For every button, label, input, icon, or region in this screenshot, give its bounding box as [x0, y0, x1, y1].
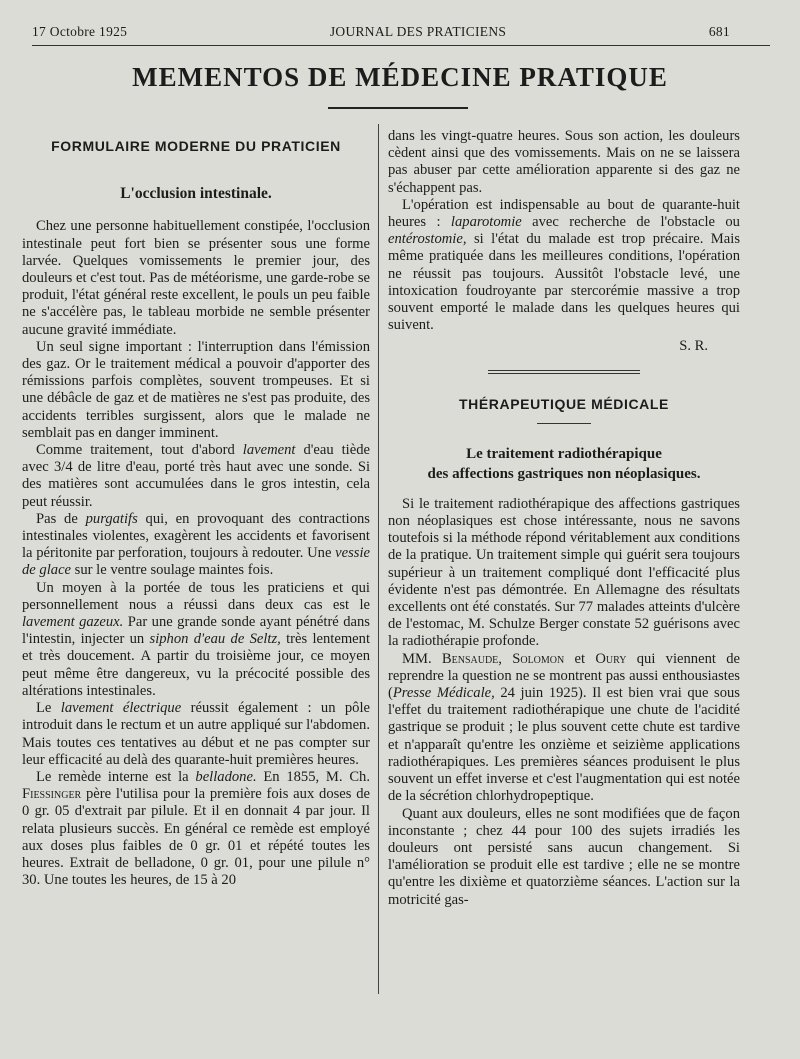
- italic-term: purgatifs: [85, 510, 138, 527]
- text-run: sur le ventre soulage maintes fois.: [71, 562, 274, 579]
- paragraph-text: dans les vingt-quatre heures. Sous son action, les douleurs cèdent ainsi que des vomissements. Mais on ne se laissera pas abuser par cette amélioration apparente si des gaz ne s'échappent pas.: [388, 128, 740, 196]
- italic-term: lavement électrique: [60, 700, 182, 717]
- paragraph: [22, 442, 370, 511]
- text-run: réussit également : un pôle introduit dans le rectum et un autre appliqué sur l'abdomen. Mais toutes ces tentatives au début et ne pas compter sur leur efficacité au delà des quarante-huit premières heures.: [22, 700, 371, 768]
- paragraph-text: Un seul signe important : l'interruption dans l'émission des gaz. Or le traitement médical a pouvoir d'apporter des rémissions parfois complètes, souvent trompeuses. Et si une débâcle de gaz et de matières ne s'est pas produite, des accidents terribles surgissent, alors que le malade ne semblait pas en danger imminent.: [22, 338, 370, 441]
- text-run: très lentement et très doucement. A partir du troisième jour, ce moyen peut même être dangereux, vu la précocité possible des altérations intestinales.: [22, 631, 371, 699]
- masthead-rule: [328, 107, 468, 109]
- text-run: Pas de: [36, 510, 86, 527]
- italic-term: lavement: [242, 442, 296, 459]
- paragraph: [22, 339, 370, 442]
- text-run: qui viennent de reprendre la question ne se montrent pas aussi enthousiastes (: [388, 650, 740, 702]
- text-run: Comme traitement, tout d'abord: [36, 442, 243, 459]
- text-run: MM.: [402, 650, 442, 667]
- italic-term: entérostomie,: [388, 231, 467, 248]
- author-name: Bensaude: [441, 650, 499, 667]
- paragraph: [22, 218, 370, 338]
- paragraph: [22, 769, 370, 889]
- text-run: ,: [498, 650, 513, 667]
- text-run: avec recherche de l'obstacle ou: [521, 214, 740, 231]
- article-title-line: Le traitement radiothérapique: [466, 445, 662, 462]
- header-rule: [32, 45, 770, 46]
- paragraph: [22, 511, 370, 580]
- paragraph: [388, 197, 740, 335]
- paragraph: [22, 580, 370, 700]
- author-name: Solomon: [512, 650, 565, 667]
- italic-term: belladone.: [195, 768, 257, 785]
- left-column: [22, 138, 370, 889]
- paragraph-text: Quant aux douleurs, elles ne sont modifiées que de façon inconstante ; chez 44 pour 100 des sujets irradiés les douleurs ont persisté sans aucun changement. Si l'amélioration se produit elle est tardive ; elle ne se montre qu'entre les dixième et quatorzième séances. L'action sur la motricité gas-: [388, 805, 740, 908]
- paragraph-text: Si le traitement radiothérapique des affections gastriques non néoplasiques est chose intéressante, nous ne savons toutefois si la méthode répond véritablement aux conditions de la pratique. Un traitement simple qui guérit sera toujours supérieur à un traitement compliqué dont l'efficacité plus évidente n'est pas démontrée. En Allemagne des résultats excellents ont été constatés. Sur 77 malades atteints d'ulcère de l'estomac, M. Schulze Berger constate 52 guérisons avec la radiothérapie profonde.: [388, 495, 740, 650]
- italic-term: siphon d'eau de Seltz,: [149, 631, 281, 648]
- italic-term: Presse Médicale,: [392, 685, 495, 702]
- paragraph: [388, 128, 740, 197]
- text-run: Le: [36, 700, 61, 717]
- text-run: En 1855, M. Ch.: [256, 768, 370, 785]
- text-run: père l'utilisa pour la première fois aux doses de 0 gr. 05 d'extrait par pilule. Et il en donnait 4 par jour. Il relata plusieurs succès. En général ce remède est employé aux doses plus faibles de 0 gr. 01 et répété toutes les heures. Extrait de belladone, 0 gr. 01, pour une pilule n° 30. Une toutes les heures, de 15 à 20: [22, 786, 370, 889]
- paragraph: [22, 700, 370, 769]
- right-column: [388, 128, 740, 909]
- text-run: Par une grande sonde ayant pénétré dans l'intestin, injecter un: [22, 614, 370, 648]
- paragraph: [388, 651, 740, 806]
- text-run: si l'état du malade est trop précaire. Mais même pratiquée dans les meilleures conditions, l'opération ne réussit pas toujours. Aussitôt l'obstacle levé, une intoxication foudroyante par stercorémie massive a trop souvent emporté le malade dans les quelques heures qui suivent.: [388, 231, 740, 334]
- column-divider: [378, 124, 379, 994]
- header-journal-name: JOURNAL DES PRATICIENS: [329, 24, 507, 39]
- text-run: Le remède interne est la: [36, 768, 196, 785]
- section-title-formulaire: FORMULAIRE MODERNE DU PRATICIEN: [51, 138, 341, 154]
- article-title-occlusion: L'occlusion intestinale.: [120, 185, 272, 203]
- text-run: L'opération est indispensable au bout de quarante-huit heures :: [388, 196, 740, 231]
- text-run: et: [564, 650, 596, 667]
- header-page-number: 681: [708, 24, 730, 39]
- author-name: Fiessinger: [22, 786, 82, 803]
- paragraph: [388, 496, 740, 651]
- text-run: Un moyen à la portée de tous les praticiens et qui personnellement nous a réussi dans deux cas est le: [22, 579, 370, 613]
- running-head: [32, 24, 730, 46]
- signature: S. R.: [679, 338, 708, 355]
- paragraph: [388, 806, 740, 909]
- text-run: 24 juin 1925). Il est bien vrai que sous l'effet du traitement radiothérapique une chute de l'acidité gastrique se produit ; le plus souvent cette chute est tardive et n'apparaît qu'entre les onzième et seizième applications radiothérapiques. Les premières séances produisent le plus souvent un effet inverse et c'est l'augmentation qui est notée de la sécrétion chlorhydropeptique.: [388, 685, 740, 805]
- text-run: d'eau tiède avec 3/4 de litre d'eau, porté très haut avec une sonde. Si des matières sont accumulées dans le gros intestin, cela peut réussir.: [22, 442, 370, 510]
- masthead-title: MEMENTOS DE MÉDECINE PRATIQUE: [132, 62, 668, 92]
- article-title-radiotherapy: [388, 444, 740, 484]
- author-name: Oury: [595, 650, 627, 667]
- header-date: 17 Octobre 1925: [32, 24, 128, 39]
- section-title-therapeutique: THÉRAPEUTIQUE MÉDICALE: [459, 395, 669, 412]
- text-run: qui, en provoquant des contractions intestinales violentes, exagèrent les accidents et favorisent la péritonite par perforation, toujours à redouter. Une: [22, 510, 370, 562]
- italic-term: lavement gazeux.: [22, 614, 124, 631]
- italic-term: vessie de glace: [22, 545, 370, 579]
- italic-term: laparotomie: [450, 214, 522, 231]
- article-title-line: des affections gastriques non néoplasiques.: [427, 465, 701, 482]
- paragraph-text: Chez une personne habituellement constipée, l'occlusion intestinale peut fort bien se présenter sous une forme larvée. Quelques vomissements le premier jour, des douleurs et c'est tout. Pas de météorisme, une garde-robe se produit, l'état général reste excellent, le pouls un peu faible ne s'accélère pas, le tableau morbide ne semble présenter aucune gravité immédiate.: [22, 218, 370, 338]
